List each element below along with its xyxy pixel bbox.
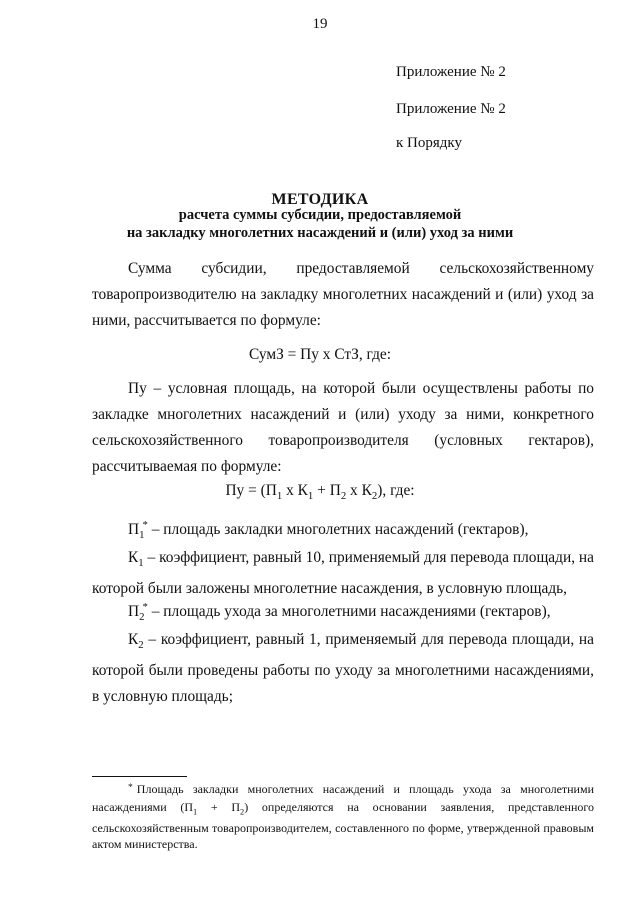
p1-text: – площадь закладки многолетних насаждений (гектаров), [147, 521, 529, 538]
k1-symbol: К [128, 549, 139, 566]
footnote [92, 781, 594, 852]
appendix-line-2: Приложение № 2 [396, 101, 506, 117]
k1-text: – коэффициент, равный 10, применяемый для перевода площади, на которой были заложены многолетние насаждения, в условную площадь, [92, 549, 594, 598]
footnote-separator [92, 776, 187, 777]
definition-k2 [92, 627, 594, 710]
footnote-mark: * [128, 782, 133, 794]
p1-index: 1 [139, 529, 145, 542]
formula-py-index-1: 1 [276, 490, 283, 503]
footnote-text-a: Площадь закладки многолетних насаждений и площадь ухода за многолетними насаждениями (П [92, 782, 594, 814]
k2-index: 2 [138, 639, 144, 652]
py-definition-paragraph: Пу – условная площадь, на которой были осуществлены работы по закладке многолетних насаждений и (или) уходу за ними, конкретного сельскохозяйственного товаропроизводителя (условных гектаров), рассчитываемая по формуле: [92, 380, 594, 475]
document-title: МЕТОДИКА [271, 191, 369, 208]
document-subtitle-line-1: расчета суммы субсидии, предоставляемой [178, 207, 462, 223]
formula-py-x2: х К [346, 482, 372, 499]
intro-paragraph: Сумма субсидии, предоставляемой сельскохозяйственному товаропроизводителю на закладку многолетних насаждений и (или) уход за ними, рассчитывается по формуле: [92, 260, 594, 329]
definition-p1 [92, 517, 594, 548]
k2-text: – коэффициент, равный 1, применяемый для перевода площади, на которой были проведены работы по уходу за многолетними насаждениями, в условную площадь; [92, 631, 594, 706]
p2-index: 2 [139, 611, 145, 624]
footnote-text-b: + П [197, 800, 241, 814]
p2-footnote-star: * [142, 600, 148, 613]
footnote-index-2: 2 [240, 807, 245, 817]
formula-py-index-4: 2 [371, 490, 378, 503]
page-number: 19 [312, 16, 328, 32]
appendix-line-1: Приложение № 2 [396, 64, 506, 80]
definition-p2 [92, 599, 594, 630]
footnote-text-c: ) определяются на основании заявления, представленного сельскохозяйственным товаропроизводителем, составленного по форме, утвержденной правовым актом министерства. [92, 800, 595, 852]
formula-py-index-2: 1 [307, 490, 314, 503]
formula-py-suffix: ), где: [377, 482, 415, 499]
formula-py [0, 482, 640, 502]
p1-symbol: П [128, 521, 140, 538]
p2-symbol: П [128, 603, 140, 620]
formula-sum: СумЗ = Пу х СтЗ, где: [248, 346, 392, 363]
formula-py-prefix: Пу = (П [225, 482, 277, 499]
appendix-line-3: к Порядку [396, 135, 462, 151]
formula-py-index-3: 2 [340, 490, 347, 503]
k1-index: 1 [138, 557, 144, 570]
definition-k1 [92, 545, 594, 602]
p1-footnote-star: * [142, 518, 148, 531]
document-subtitle-line-2: на закладку многолетних насаждений и (или) уход за ними [126, 225, 514, 241]
k2-symbol: К [128, 631, 139, 648]
formula-py-x1: х К [282, 482, 308, 499]
formula-py-plus: + П [313, 482, 341, 499]
p2-text: – площадь ухода за многолетними насаждениями (гектаров), [147, 603, 551, 620]
footnote-index-1: 1 [193, 807, 198, 817]
